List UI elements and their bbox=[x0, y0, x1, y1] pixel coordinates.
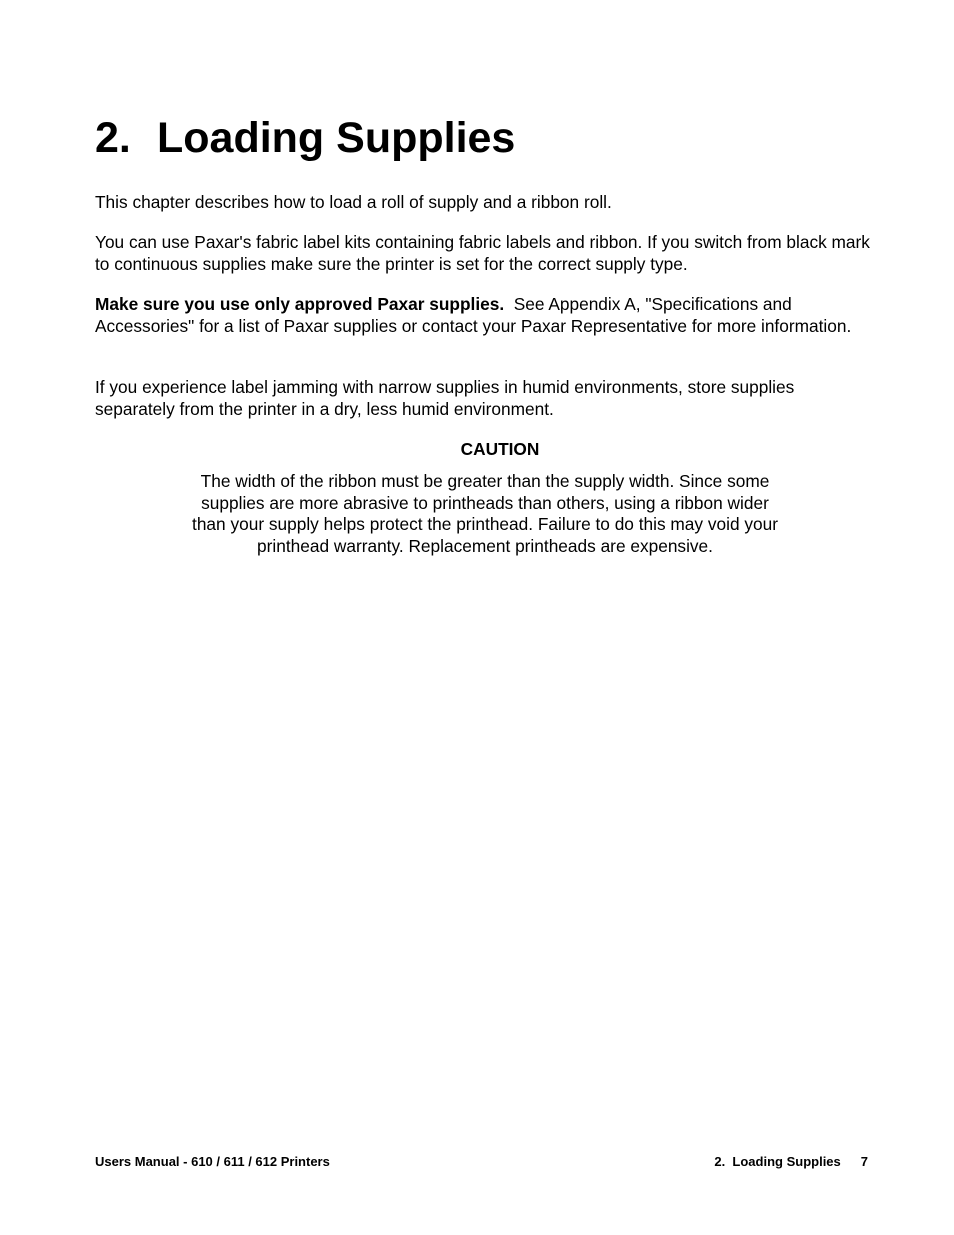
footer-manual-title: Users Manual - 610 / 611 / 612 Printers bbox=[95, 1154, 330, 1169]
chapter-title: Loading Supplies bbox=[157, 114, 516, 162]
approved-supplies-text: See Appendix A, "Specifications and Accessories" for a list of Paxar supplies or contact your Paxar Representative for more information. bbox=[95, 294, 852, 336]
intro-paragraph: This chapter describes how to load a roll of supply and a ribbon roll. bbox=[95, 192, 612, 212]
label-jamming-paragraph: If you experience label jamming with narrow supplies in humid environments, store supplies separately from the printer in a dry, less humid environment. bbox=[95, 377, 795, 419]
footer-chapter-ref bbox=[714, 1153, 868, 1171]
fabric-kits-paragraph: You can use Paxar's fabric label kits containing fabric labels and ribbon. If you switch from black mark to continuous supplies make sure the printer is set for the correct supply type. bbox=[95, 232, 870, 274]
chapter-heading bbox=[95, 112, 515, 164]
approved-supplies-paragraph bbox=[95, 294, 870, 337]
footer-chapter-name: 2. Loading Supplies bbox=[714, 1154, 841, 1169]
chapter-number: 2. bbox=[95, 114, 131, 162]
caution-text: The width of the ribbon must be greater than the supply width. Since some supplies are more abrasive to printheads than others, using a ribbon wider than your supply helps protect the printhead. Failure to do this may void your printhead warranty. Replacement printheads are expensive. bbox=[192, 471, 778, 557]
footer-page-number: 7 bbox=[860, 1154, 868, 1169]
caution-heading: CAUTION bbox=[460, 439, 540, 459]
approved-supplies-lead: Make sure you use only approved Paxar supplies. bbox=[95, 294, 505, 314]
